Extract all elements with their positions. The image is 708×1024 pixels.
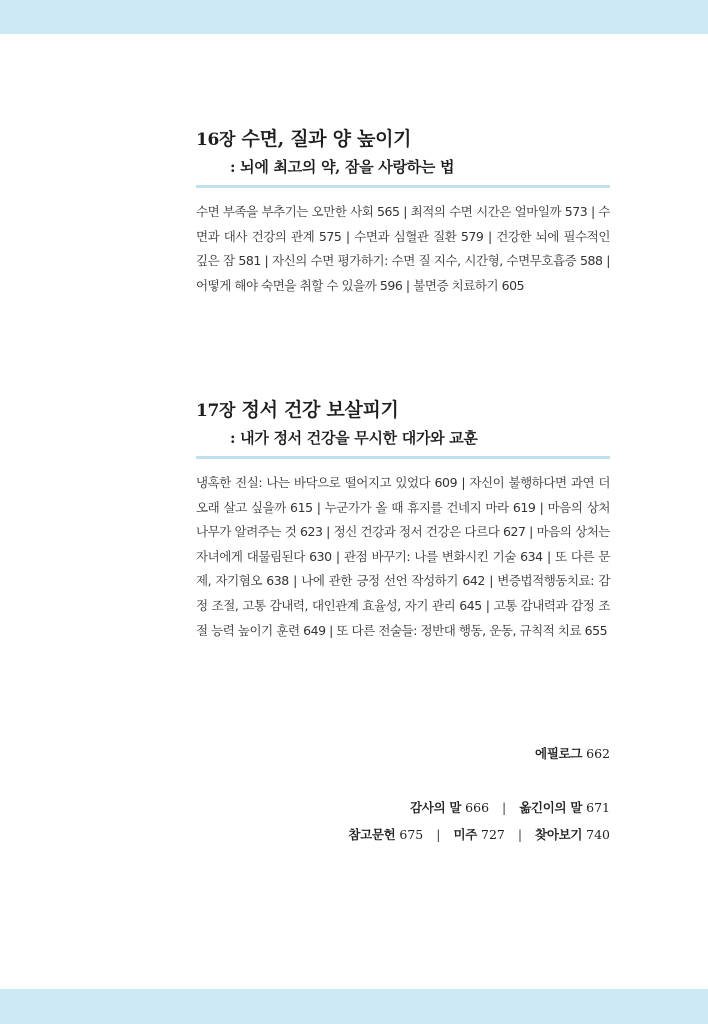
chapter-contents-list: 냉혹한 진실: 나는 바닥으로 떨어지고 있었다 609 | 자신이 불행하다면 과연 더 오래 살고 싶을까 615 | 누군가가 올 때 휴지를 건네지 마라 619 | 마음의 상처 나무가 알려주는 것 623 | 정신 건강과 정서 건강은 다르다 627 | 마음의 상처는 자녀에게 대물림된다 630 | 관점 바꾸기: 나를 변화시킨 기술 634 | 또 다른 문제, 자기혐오 638 | 나에 관한 긍정 선언 작성하기 642 | 변증법적행동치료: 감정 조절, 고통 감내력, 대인관계 효율성, 자기 관리 645 | 고통 감내력과 감정 조절 능력 높이기 훈련 649 | 또 다른 전술들: 정반대 행동, 운동, 규칙적 치료 655	[196, 475, 610, 638]
chapter-subtitle: : 내가 정서 건강을 무시한 대가와 교훈	[230, 429, 478, 447]
separator: |	[517, 827, 523, 842]
chapter-divider	[196, 185, 610, 188]
chapter-title-text: 정서 건강 보살피기	[241, 399, 399, 421]
separator: |	[502, 800, 507, 815]
translator-note-label: 옮긴이의 말	[519, 800, 583, 815]
separator: |	[436, 827, 441, 842]
endnotes-page: 727	[481, 827, 505, 842]
chapter-title	[196, 397, 610, 424]
chapter-number: 16장	[196, 130, 236, 150]
chapter-subtitle: : 뇌에 최고의 약, 잠을 사랑하는 법	[230, 158, 455, 176]
chapter-contents-list: 수면 부족을 부추기는 오만한 사회 565 | 최적의 수면 시간은 얼마일까 573 | 수면과 대사 건강의 관계 575 | 수면과 심혈관 질환 579 | 건강한 뇌에 필수적인 깊은 잠 581 | 자신의 수면 평가하기: 수면 질 지수, 시간형, 수면무호흡증 588 | 어떻게 해야 숙면을 취할 수 있을까 596 | 불면증 치료하기 605	[196, 204, 610, 293]
backmatter-line-1	[410, 798, 610, 816]
index-page: 740	[586, 827, 610, 842]
translator-note-page: 671	[586, 800, 610, 815]
endnotes-label: 미주	[453, 827, 478, 842]
chapter-title-text: 수면, 질과 양 높이기	[241, 128, 412, 150]
epilogue-page: 662	[586, 746, 610, 761]
chapter-divider	[196, 456, 610, 459]
backmatter-line-2	[348, 825, 610, 843]
chapter-title	[196, 126, 610, 153]
chapter-16-section	[196, 126, 610, 298]
chapter-17-section	[196, 397, 610, 643]
index-label: 찾아보기	[535, 827, 583, 842]
chapter-number: 17장	[196, 401, 236, 421]
references-page: 675	[399, 827, 424, 842]
top-color-band	[0, 0, 708, 34]
bottom-color-band	[0, 989, 708, 1024]
references-label: 참고문헌	[348, 827, 396, 842]
acknowledgements-label: 감사의 말	[410, 800, 462, 815]
acknowledgements-page: 666	[465, 800, 490, 815]
epilogue-label: 에필로그	[535, 746, 583, 761]
epilogue-entry	[535, 744, 610, 762]
